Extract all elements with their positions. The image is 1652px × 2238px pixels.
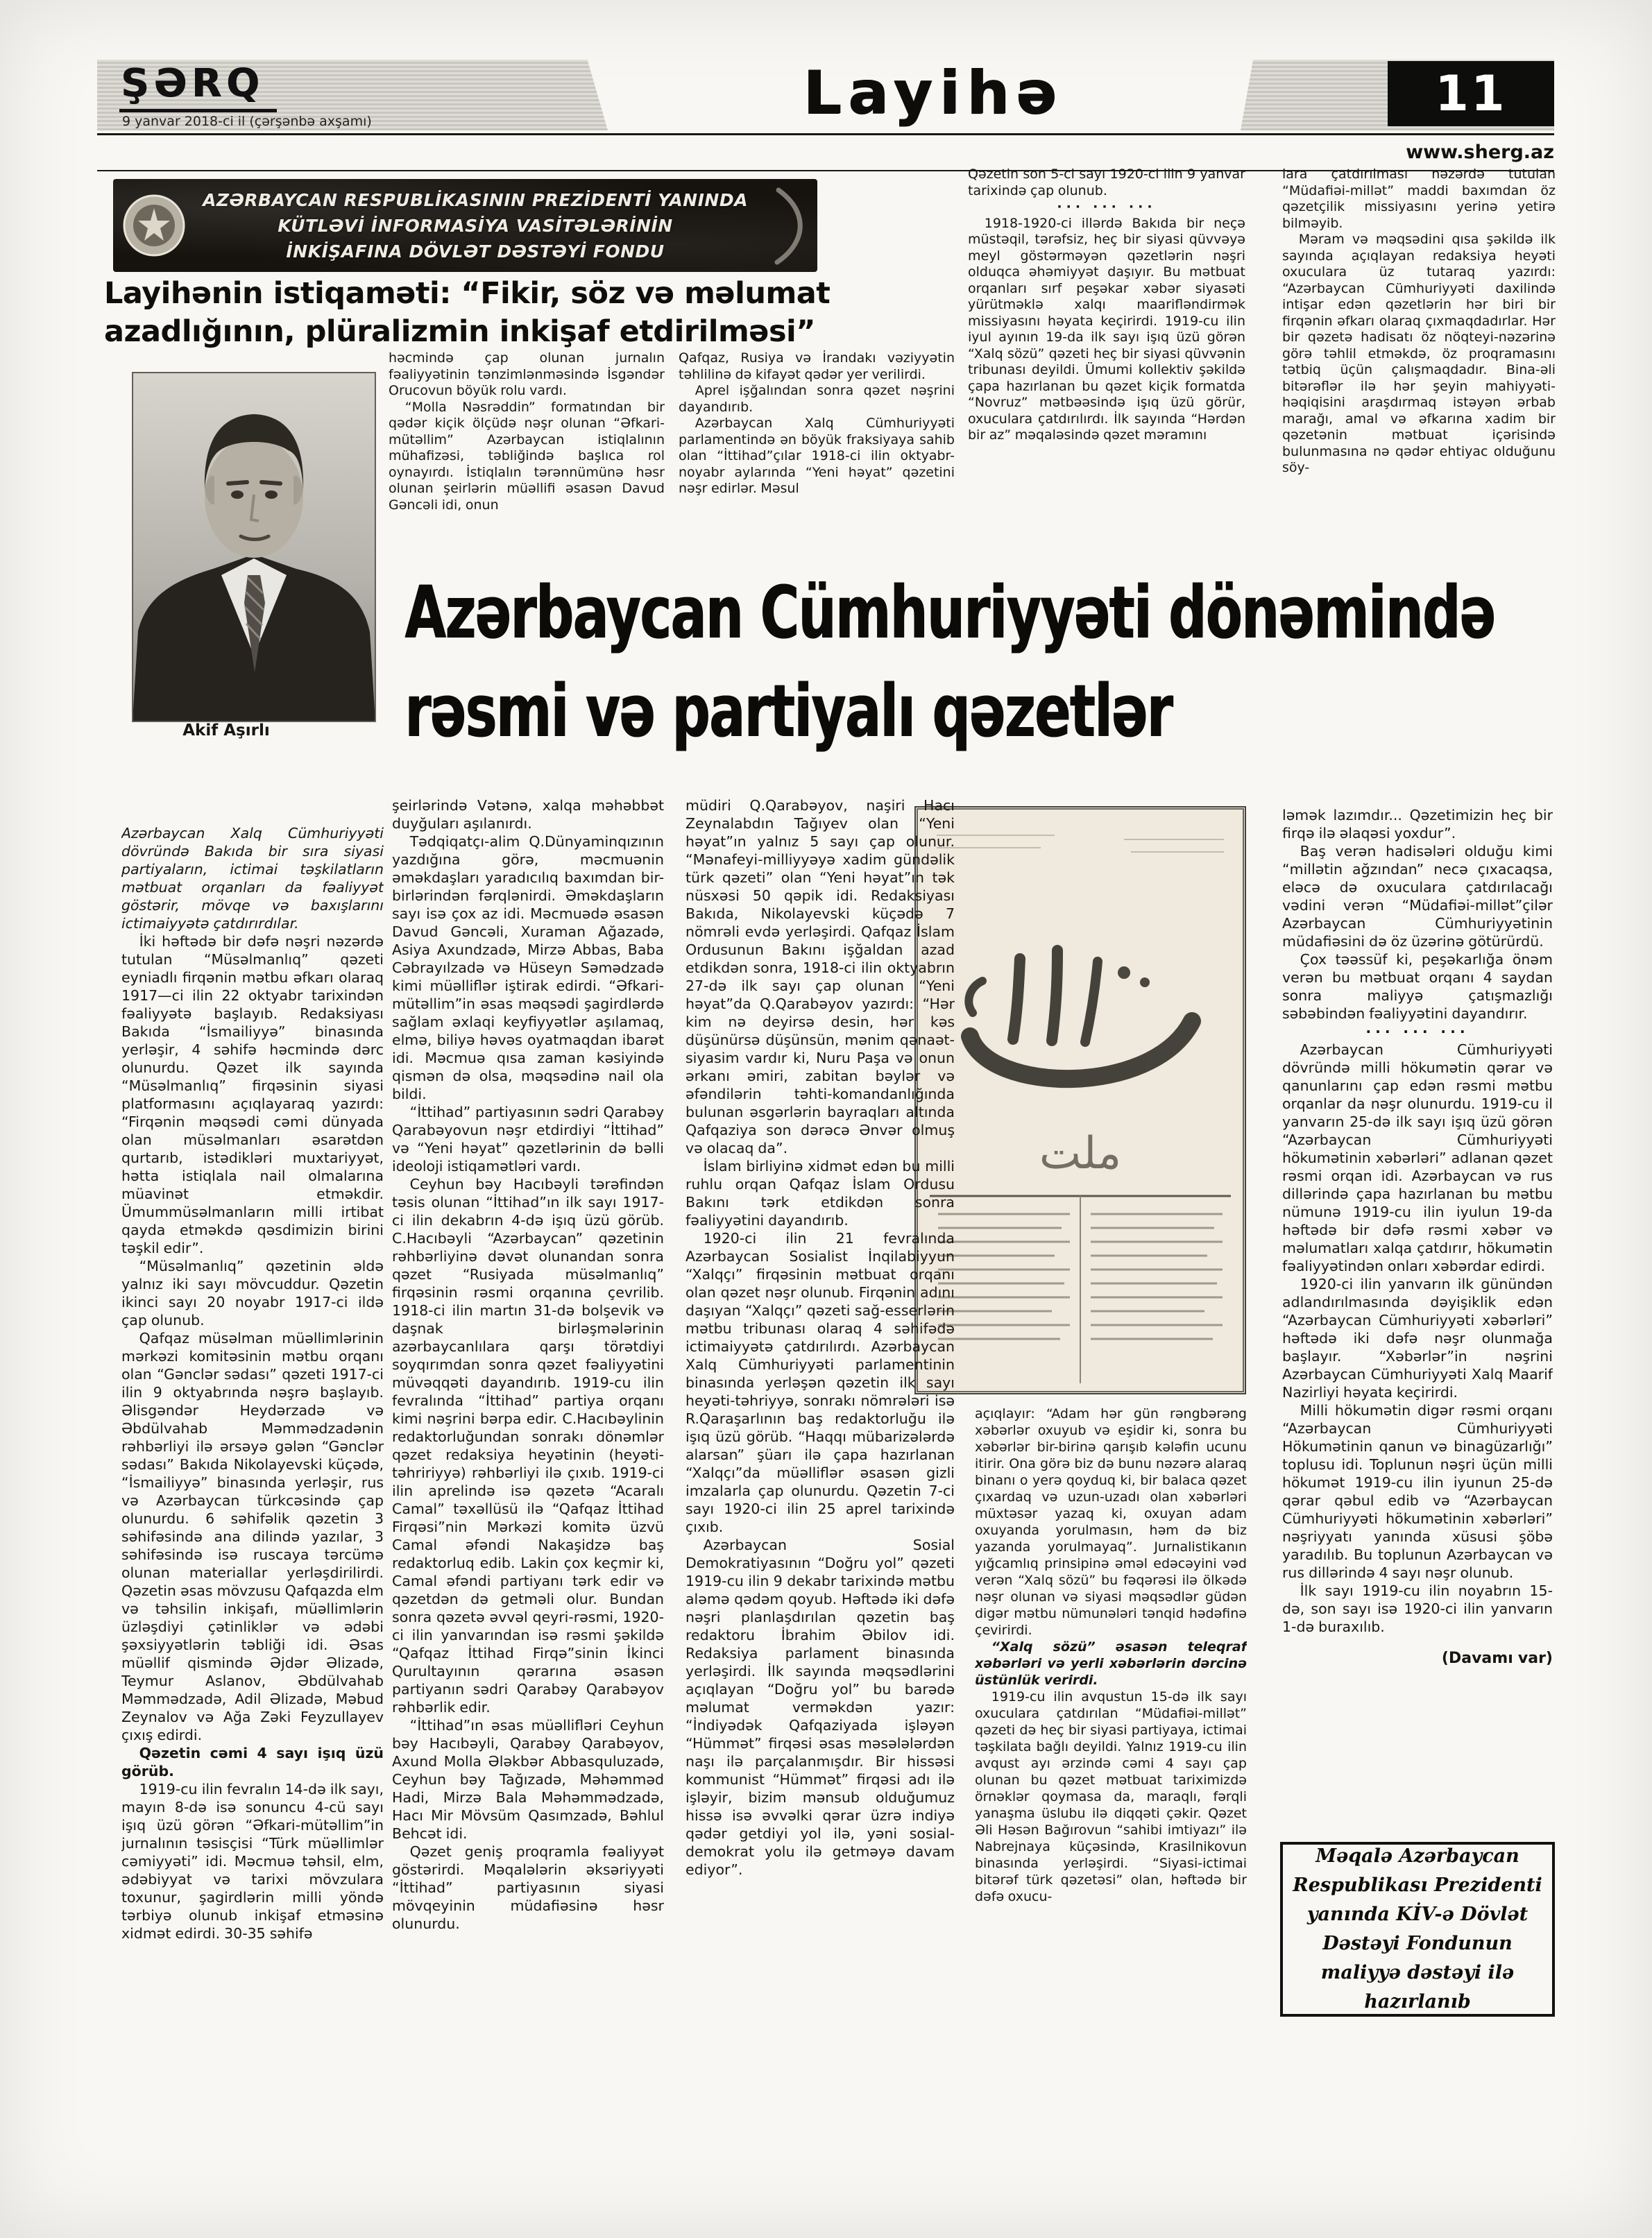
paragraph: Qəzetin son 5-ci sayı 1920-ci ilin 9 yanvar tarixində çap olunub. [968,166,1245,198]
paragraph: Milli hökumətin digər rəsmi orqanı “Azərbaycan Cümhuriyyəti Hökumətinin qanun və binagüzarlığı” toplusu idi. Toplunun nəşri üçün milli hökumət 1919-cu ilin iyunun 25-də qərar qəbul edib və “Azərbaycan Cümhuriyyəti hökumətinin xəbərləri” nəşriyyatı yanında xüsusi şöbə yaradılıb. Bu toplunun Azərbaycan və rus dillərində 4 sayı nəşr olunub. [1282,1402,1553,1581]
portrait-photo [132,372,376,722]
paragraph: Aprel işğalından sonra qəzet nəşrini dayandırıb. [679,383,955,415]
fund-banner-line-2: KÜTLƏVİ İNFORMASİYA VASİTƏLƏRİNİN [278,216,673,236]
paragraph: ··· ··· ··· [1057,199,1157,214]
paragraph: İki həftədə bir dəfə nəşri nəzərdə tutulan “Müsəlmanlıq” qəzeti eyniadlı firqənin mətbu əfkarı olaraq 1917—ci ilin 22 oktyabr tarixindən fəaliyyətə başlayıb. Redaksiyası Bakıda “İsmailiyyə” binasında yerləşir, 4 səhifə həcmində dərc olunurdu. Qəzet ilk sayında “Müsəlmanlıq” firqəsinin siyasi platformasını açıqlayaraq yazırdı: “Firqənin məqsədi cəmi dünyada olan müsəlmanları əsarətdən qurtarıb, istədikləri muxtariyyət, hətta istiqlala nail olmalarına müavinət etməkdir. Ümummüsəlmanların milli irtibat qayda etməkdə qəsdimizin birini təşkil edir”. [121,933,384,1256]
paragraph: lara çatdırılması nəzərdə tutulan “Müdafiəi-millət” maddi baxımdan öz qəzetçilik missiyasını yerinə yetirə bilməyib. [1282,166,1556,231]
photo-caption: Akif Aşırlı [182,721,270,740]
article-headline [405,567,1495,764]
millet-newspaper-image [914,806,1246,1394]
header-rule [97,133,1554,135]
intro-col-c [968,166,1245,569]
paragraph: Çox təəssüf ki, peşəkarlığa önəm verən bu mətbuat orqanı 4 saydan sonra maliyyə çatışmazlığı səbəbindən fəaliyyətini dayandırır. [1282,951,1553,1022]
fund-banner-line-3: İNKİŞAFINA DÖVLƏT DƏSTƏYİ FONDU [286,241,665,262]
paragraph: “Xalq sözü” əsasən teleqraf xəbərləri və yerli xəbərlərin dərcinə üstünlük verirdi. [975,1639,1247,1688]
fund-banner-text [191,187,760,264]
paragraph: “İttihad” partiyasının sədri Qarabəy Qarabəyovun nəşr etdirdiyi “İttihad” və “Yeni həyat” qəzetlərinin də bəlli ideoloji istiqamətləri vardı. [392,1104,664,1174]
continuation-note: (Davamı var) [1441,1650,1553,1667]
fund-banner [113,179,817,272]
paragraph: “Molla Nəsrəddin” formatından bir qədər kiçik ölçüdə nəşr olunan “Əfkari-mütəllim” Azərbaycan istiqlalının mühafizəsi, təbliğində başlıca rol oynayırdı. İstiqlalın tərənnümünə həsr olunan şeirlərin müəllifi əsasən Davud Gəncəli idi, onun [389,399,665,513]
body-col-2 [392,796,664,1933]
funding-credit-box: Məqalə Azərbaycan Respublikası Prezidenti yanında KİV-ə Dövlət Dəstəyi Fondunun maliyyə dəstəyi ilə hazırlanıb [1280,1842,1555,2017]
paragraph: Azərbaycan Sosial Demokratiyasının “Doğru yol” qəzeti 1919-cu ilin 9 dekabr tarixində mətbu aləmə qədəm qoyub. Həftədə iki dəfə nəşri planlaşdırılan qəzetin baş redaktoru İbrahim Əbilov idi. Redaksiya parlament binasında yerləşirdi. İlk sayında məqsədlərini açıqlayan “Doğru yol” bu barədə məlumat verməkdən yazır: “İndiyədək Qafqaziyada işləyən “Hümmət” firqəsi əsas məsələlərdən naşı ilə parçalanmışdır. Bir hissəsi kommunist “Hümmət” firqəsi adı ilə işləyir, bizim mənsub olduğumuz hissə isə əvvəlki qərar üzrə indiyə qədər getdiyi yol ilə, yəni sosial-demokrat yolu ilə getməyə davam ediyor”. [686,1537,955,1878]
paragraph: İlk sayı 1919-cu ilin noyabrın 15-də, son sayı isə 1920-ci ilin yanvarın 1-də buraxılıb. [1282,1582,1553,1635]
page-number-badge: 11 [1388,61,1554,126]
intro-col-d [1282,166,1556,570]
paragraph: 1920-ci ilin 21 fevralında Azərbaycan Sosialist İnqilabiyyun “Xalqçı” firqəsinin mətbuat orqanı olan qəzet nəşr olunub. Firqənin adını daşıyan “Xalqçı” qəzeti sağ-esserlərin mətbu tribunası olaraq 4 səhifədə ictimaiyyətə çatdırılırdı. Azərbaycan Xalq Cümhuriyyəti parlamentinin binasında yerləşən qəzetin ilk sayı heyəti-təhriyyə, sonrakı nömrələri isə R.Qaraşarlının baş redaktorluğu ilə işıq üzü görüb. “Haqqı mübarizələrdə alarsan” şüarı ilə çapa hazırlanan “Xalqçı”da müəlliflər əsasən gizli imzalarla çap olunurdu. Qəzetin 7-ci sayı 1920-ci ilin 25 aprel tarixində çıxıb. [686,1230,955,1535]
body-col-1 [121,824,384,1942]
paragraph: Azərbaycan Xalq Cümhuriyyəti dövründə Bakıda bir sıra siyasi partiyaların, ictimai təşkilatların mətbuat orqanları da fəaliyyət göstərir, mövqe və baxışlarını ictimaiyyətə çatdırırdılar. [121,825,384,932]
paragraph: Azərbaycan Cümhuriyyəti dövründə milli hökumətin qərar və qanunlarını çap edən rəsmi mətbu orqanlar da nəşr olunurdu. 1919-cu il yanvarın 25-də ilk sayı işıq üzü görən “Azərbaycan Cümhuriyyəti hökumətinin xəbərləri” adlanan qəzet rəsmi orqan idi. Azərbaycan və rus dillərində çapa hazırlanan bu mətbu nümunə 1919-cu ilin iyulun 19-da həftədə bir dəfə rəsmi xəbər və məlumatları xalqa çatdırır, hökumətin fəaliyyətindən onları xəbərdar edirdi. [1282,1041,1553,1274]
paragraph: şeirlərində Vətənə, xalqa məhəbbət duyğuları aşılanırdı. [392,797,664,832]
paragraph: Qəzetin cəmi 4 sayı işıq üzü görüb. [121,1745,384,1779]
fund-banner-line-1: AZƏRBAYCAN RESPUBLİKASININ PREZİDENTİ YANINDA [203,190,748,210]
paragraph: “İttihad”ın əsas müəllifləri Ceyhun bəy Hacıbəyli, Qarabəy Qarabəyov, Axund Molla Ələkbər Abbasquluzadə, Ceyhun bəy Tağızadə, Məhəmməd Hadi, Mirzə Bala Məhəmmədzadə, Hacı Mir Mövsüm Qasımzadə, Bəhlul Behcət idi. [392,1717,664,1842]
paper-name: ŞƏRQ [119,61,277,112]
paragraph: Baş verən hadisələri olduğu kimi “millətin ağzından” necə çıxacaqsa, eləcə də oxuculara çatdırılacağı vədini verən “Müdafiəi-millət”çilər Azərbaycan Cümhuriyyətinin müdafiəsini də öz üzərinə götürürdü. [1282,843,1553,950]
paragraph: açıqlayır: “Adam hər gün rəngbərəng xəbərlər oxuyub və eşidir ki, sonra bu xəbərlər bir-birinə qarışıb kələfin ucunu itirir. Ona görə biz də bunu nəzərə alaraq binanı o yerə qoyduq ki, bir balaca qəzet çıxardaq və uzun-uzadı olan xəbərləri müxtəsər yazaq ki, oxuyan adam oxuyanda yorulmasın, həm də biz yazanda yorulmayaq”. Jurnalistikanın yığcamlıq prinsipinə əməl edəcəyini vəd verən “Xalq sözü” bu fəqərəsi ilə ölkədə nəşr olunan və siyasi məqsədlər güdən digər mətbu nümunələri tənqid hədəfinə çevirirdi. [975,1406,1247,1638]
project-headline: Layihənin istiqaməti: “Fikir, söz və məlumat azadlığının, plüralizmin inkişaf etdirilməsi” [104,276,831,349]
article-headline-line-1: Azərbaycan Cümhuriyyəti dönəmində [405,570,1495,655]
paper-date: 9 yanvar 2018-ci il (çərşənbə axşamı) [122,114,372,129]
paragraph: müdiri Q.Qarabəyov, naşiri Hacı Zeynalabdın Tağıyev olan “Yeni həyat”ın yalnız 5 sayı çap olunur. “Mənafeyi-milliyyəyə xadim gündəlik türk qəzeti” olan “Yeni həyat”ın tək nüsxəsi 50 qəpik idi. Redaksiyası Bakıda, Nikolayevski küçədə 7 nömrəli evdə yerləşirdi. Qafqaz İslam Ordusunun Bakını işğaldan azad etdikdən sonra, 1918-ci ilin oktyabrın 27-də ilk sayı çap olunan “Yeni həyat”da Q.Qarabəyov yazırdı: “Hər kim nə deyirsə desin, hər kəs düşünürsə düşünsün, mənim qənaət-siyasim vardır ki, Nuru Paşa və onun ərkanı əmiri, zabitan bəylər və əfəndilərin təhti-komandanlığında bulunan əsgərlərin bayraqları altında Qafqaziya son dərəcə Ənvər olmuş və olacaq da”. [686,797,955,1156]
paragraph: Ceyhun bəy Hacıbəyli tərəfindən təsis olunan “İttihad”ın ilk sayı 1917-ci ilin dekabrın 4-də işıq üzü görüb. C.Hacıbəyli “Azərbaycan” qəzetinin rəhbərliyinə dəvət olunandan sonra qəzet “Rusiyada müsəlmanlıq” firqəsinin rəsmi orqanına çevrilib. 1918-ci ilin martın 31-də bolşevik və daşnak birləşmələrinin azərbaycanlılara qarşı törətdiyi soyqırımdan sonra qəzet fəaliyyətini müvəqqəti dayandırıb. 1919-cu ilin fevralında “İttihad” partiya orqanı kimi nəşrini bərpa edir. C.Hacıbəylinin redaktorluğundan sonrakı dönəmlər qəzet redaksiya heyətinin (heyəti-təhririyyə) rəhbərliyi ilə çıxıb. 1919-ci ilin aprelində isə qəzetə “Acaralı Camal” təxəllüsü ilə “Qafqaz İttihad Firqəsi”nin Mərkəzi komitə üzvü Camal əfəndi Nakaşidzə baş redaktorluq edib. Lakin çox keçmir ki, Camal əfəndi partiyanı tərk edir və qəzetdən də getməli olur. Bundan sonra qəzetə əvvəl qeyri-rəsmi, 1920-ci ilin yanvarından isə rəsmi şəkildə “Qafqaz İttihad Firqə”sinin İkinci Qurultayının qərarına əsasən partiyanın sədri Qarabəy Qarabəyov rəhbərlik edir. [392,1176,664,1716]
paragraph: 1919-cu ilin avqustun 15-də ilk sayı oxuculara çatdırılan “Müdafiəi-millət” qəzeti də heç bir siyasi partiyaya, ictimai təşkilata bağlı deyildi. Yalnız 1919-cu ilin avqust ayı ərzində cəmi 4 sayı çap olunan bu qəzet mətbuat tariximizdə örnəklər qoymasa da, maraqlı, fərqli yanaşma üslubu ilə diqqəti çəkir. Qəzet Əli Həsən Bağırovun “sahibi imtiyazı” ilə Nabrejnaya küçəsində, Krasilnikovun binasında yerləşirdi. “Siyasi-ictimai bitərəf türk qəzetəsi” olan, həftədə bir dəfə oxucu- [975,1689,1247,1904]
paragraph: Qəzet geniş proqramla fəaliyyət göstərirdi. Məqalələrin əksəriyyəti “İttihad” partiyasının siyasi mövqeyinin müdafiəsinə həsr olunurdu. [392,1843,664,1932]
paragraph: ləmək lazımdır... Qəzetimizin heç bir firqə ilə əlaqəsi yoxdur”. [1282,807,1553,842]
banner-ornament-icon [765,185,813,268]
intro-col-b [679,350,955,574]
intro-col-a [389,350,665,574]
paragraph: Məram və məqsədini qısa şəkildə ilk sayında açıqlayan redaksiya heyəti oxuculara üz tutaraq yazırdı: “Azərbaycan Cümhuriyyəti daxilində intişar edən qəzetlərin hər biri bir firqənin əfkarı olaraq çıxmaqdadırlar. Hər bir qəzetə hadisatı öz nöqteyi-nəzərinə görə təhlil etməkdə, öz proqramasını tətbiq üçün çalışmaqdadır. Bina-əli bitərəflər ilə hər şeyin mahiyyəti-həqiqisini araşdırmaq istəyən ərbab marağı, amal və əfkarına xadim bir qəzetənin mətbuat içərisində bulunmasına nə qədər ehtiyac olduğunu söy- [1282,232,1556,475]
article-headline-line-2: rəsmi və partiyalı qəzetlər [405,669,1172,753]
paragraph: Qafqaz müsəlman müəllimlərinin mərkəzi komitəsinin mətbu orqanı olan “Gənclər sədası” qəzeti 1917-ci ilin 9 oktyabrında nəşrə başlayıb. Əlisgəndər Heydərzadə və Əbdülvahab Məmmədzadənin rəhbərliyi ilə ərsəyə gələn “Gənclər sədası” Bakıda Nikolayevski küçədə, “İsmailiyyə” binasında yerləşir, rus və Azərbaycan türkcəsində çap olunurdu. 6 səhifəlik qəzetin 3 səhifəsində ana dilində yazılar, 3 səhifəsində isə ruscaya tərcümə olunan materiallar yerləşdirilirdi. Qəzetin əsas mövzusu Qafqazda elm və təhsilin inkişafı, müəllimlərin üzləşdiyi çətinliklər və ədəbi şəxsiyyətlərin təbliği idi. Əsas müəllif qismində Əjdər Əlizadə, Teymur Aslanov, Əbdülvahab Məmmədzadə, Adil Əlizadə, Məbud Zeynalov və Ağa Zəki Feyzullayev çıxış edirdi. [121,1330,384,1743]
millet-calligraphy: ملت [1039,1128,1122,1179]
paragraph: Azərbaycan Xalq Cümhuriyyəti parlamentində ən böyük fraksiyaya sahib olan “İttihad”çılar 1918-ci ilin oktyabr-noyabr aylarında “Yeni həyat” qəzetini nəşr edirlər. Məsul [679,416,955,496]
body-col-5 [1282,806,1553,1668]
body-col-3 [686,796,955,1879]
paragraph: “Müsəlmanlıq” qəzetinin əldə yalnız iki sayı mövcuddur. Qəzetin ikinci sayı 20 noyabr 1917-ci ildə çap olunub. [121,1258,384,1329]
paragraph: həcmində çap olunan jurnalın fəaliyyətinin tənzimlənməsində İsgəndər Orucovun böyük rolu vardı. [389,350,665,398]
body-col-5-paragraphs [1282,806,1553,1636]
body-col-4 [975,1406,1247,1905]
paragraph: Qafqaz, Rusiya və İrandakı vəziyyətin təhlilinə də kifayət qədər yer verilirdi. [679,350,955,382]
website-url: www.sherg.az [1406,142,1554,163]
paragraph: ··· ··· ··· [1365,1023,1470,1040]
paragraph: 1918-1920-ci illərdə Bakıda bir neçə müstəqil, tərəfsiz, heç bir siyasi qüvvəyə meyl göstərməyən qəzetlərin nəşri olduqca əhəmiyyət daşıyır. Bu mətbuat orqanları sırf peşəkar xəbər siyasəti yürütməklə xalqı maarifləndirmək missiyasını həyata keçirirdi. 1919-cu ilin iyul ayının 19-da ilk sayı işıq üzü görən “Xalq sözü” qəzeti heç bir siyasi qüvvənin tribunası deyildi. Ümumi kollektiv şəkildə çapa hazırlanan bu qəzet kiçik formatda “Novruz” mətbəəsində işıq üzü görür, oxuculara çatdırılırdı. İlk sayında “Hərdən bir az” məqaləsində qəzet məramını [968,215,1245,443]
paragraph: İslam birliyinə xidmət edən bu milli ruhlu orqan Qafqaz İslam Ordusu Bakını tərk etdikdən sonra fəaliyyətini dayandırıb. [686,1158,955,1229]
paragraph: 1919-cu ilin fevralın 14-də ilk sayı, mayın 8-də isə sonuncu 4-cü sayı işıq üzü görən “Əfkari-mütəllim”in jurnalının təsisçisi “Türk müəllimlər cəmiyyəti” idi. Məcmuə təhsil, elm, ədəbiyyat və tarixi mövzulara toxunur, şagirdlərin milli yöndə tərbiyə olunub inkişaf etməsinə xidmət edirdi. 30-35 səhifə [121,1781,384,1942]
paragraph: 1920-ci ilin yanvarın ilk günündən adlandırılmasında dəyişiklik edən “Azərbaycan Cümhuriyyəti xəbərləri” həftədə iki dəfə nəşr olunmağa başlayır. “Xəbərlər”in nəşrini Azərbaycan Cümhuriyyəti Xalq Maarif Nazirliyi həyata keçirirdi. [1282,1276,1553,1401]
paragraph: Tədqiqatçı-alim Q.Dünyaminqızının yazdığına görə, məcmuənin əməkdaşları yaradıcılıq baxımdan bir-birlərindən fərqlənirdi. Əməkdaşların sayı isə çox az idi. Məcmuədə əsasən Davud Gəncəli, Xuraman Ağazadə, Asiya Axundzadə, Mirzə Abbas, Baba Cəbrayılzadə və Hüseyn Səmədzadə kimi müəlliflər iştirak edirdi. “Əfkari-mütəllim”in əsas məqsədi şagirdlərdə sağlam əxlaqi keyfiyyətlər aşılamaq, elmə, biliyə həvəs oyatmaqdan ibarət idi. Məcmuə qısa zaman kəsiyində qismən də olsa, məqsədinə nail ola bildi. [392,833,664,1102]
fund-emblem-icon [123,194,185,257]
section-title: Layihə [803,58,1064,128]
